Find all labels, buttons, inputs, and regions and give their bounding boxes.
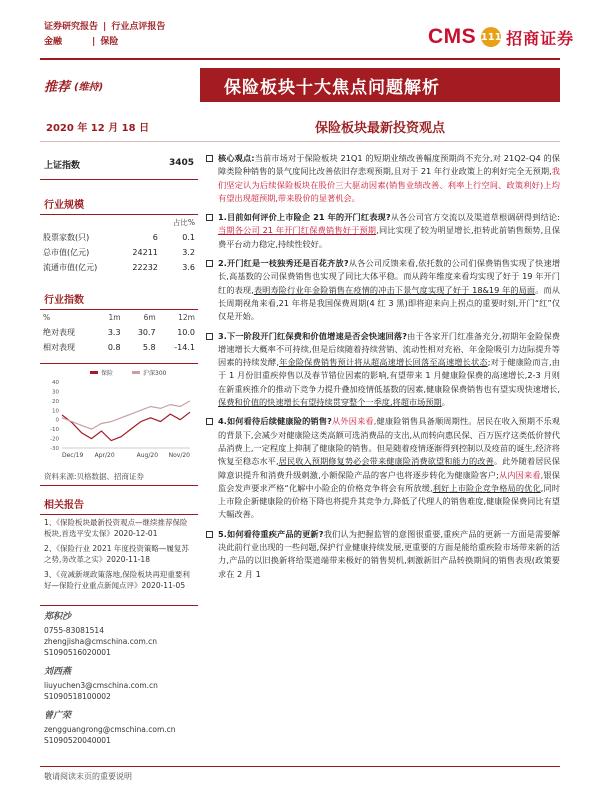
main-content xyxy=(206,152,560,587)
para-text: 。而从长周期视角来看,21 年将是我国保费周期(4 红 3 黑)即将迎来向上拐点的重要时刻,开门“红”仅仅是开始。 xyxy=(218,284,560,322)
x-tick-label: Aug/20 xyxy=(136,452,159,459)
table-cell: -14.1 xyxy=(174,343,195,352)
checkbox-bullet-icon xyxy=(206,155,213,162)
table-cell: 绝对表现 xyxy=(43,328,75,337)
table-cell: 22232 xyxy=(132,263,158,272)
related-report-item[interactable]: 2、《保险行业 2021 年度投资策略—履复苏之势,务改革之实》2020-11-18 xyxy=(44,544,189,564)
related-report-item[interactable]: 1、《保险板块最新投资观点—继续推荐保险板块,首选平安太保》2020-12-01 xyxy=(44,518,188,538)
header-divider xyxy=(40,58,560,60)
table-cell: 流通市值(亿元) xyxy=(43,263,98,272)
performance-chart-svg xyxy=(40,368,198,468)
x-tick-label: Dec/19 xyxy=(62,452,84,459)
legend-label: 保险 xyxy=(101,370,114,377)
analyst-card xyxy=(40,667,198,702)
legend-swatch xyxy=(90,371,98,374)
para-text: 。此外随着居民保障意识提升和消费升级刺激,小额保险产品的客户也将逐步转化为健康险客户; xyxy=(218,456,560,480)
q2-paragraph xyxy=(206,257,560,323)
para-heading: 1.目前如何评价上市险企 21 年的开门红表现? xyxy=(218,212,391,223)
rating-sub: (维持) xyxy=(74,81,104,93)
footer-note: 敬请阅读末页的重要说明 xyxy=(44,772,132,781)
table-cell: 0.1 xyxy=(182,233,195,242)
para-text: 由于各家开门红准备充分,初期年金险保费增速增长大概率不可持续,但是后续随着持续营销、流动性相对充裕、年金险吸引力边际提升等因素的持续发酵, xyxy=(218,330,560,368)
header-links: 证券研究报告 | 行业点评报告 金融 | 保险 xyxy=(44,22,166,47)
analyst-phone: 0755-83081514 xyxy=(44,626,104,635)
x-tick-label: Nov/20 xyxy=(168,452,190,459)
para-text: ,同时上市险企新健康险的价格下降也将提升其竞争力,降低了代理人的销售难度,健康险保费同比有望大幅改善。 xyxy=(218,482,560,520)
para-text: 。 xyxy=(441,397,450,408)
x-tick-label: Apr/20 xyxy=(94,452,115,459)
para-underline: 保费和价值的快速增长有望持续贯穿整个一季度,将超市场预期 xyxy=(218,397,442,408)
analyst-name: 刘西燕 xyxy=(44,667,72,677)
table-row xyxy=(40,260,198,275)
footer-divider xyxy=(40,766,560,767)
para-heading: 2.开门红是一枝独秀还是百花齐放? xyxy=(218,258,349,269)
table-cell: 6m xyxy=(143,313,156,322)
chart-source: 资料来源:贝格数据、招商证券 xyxy=(40,468,198,486)
related-reports-title: 相关报告 xyxy=(40,490,198,515)
header-link-comment[interactable]: 行业点评报告 xyxy=(111,22,166,32)
analyst-email[interactable]: zengguangrong@cmschina.com.cn xyxy=(44,725,176,734)
table-cell: 10.0 xyxy=(177,328,195,337)
para-text: ,同比实现了较为明显增长,拒转此前销售颓势,且保费平台动力稳定,持续性较好。 xyxy=(218,225,561,249)
analyst-card xyxy=(40,612,198,658)
table-cell xyxy=(119,215,160,230)
para-text: ;对于健康险而言,由于 1 月份旧重疾停售以及春节错位因素的影响,有望带来 1 月健康险保费的高速增长,2-3 月则在新重疾推介的推动下竞争力提升叠加疫情低基数的因素,健康险保费销售也有望实现快速增长, xyxy=(218,357,560,394)
index-label: 上证指数 xyxy=(44,161,81,171)
table-cell: 24211 xyxy=(132,248,158,257)
analyst-card xyxy=(40,711,198,746)
table-row xyxy=(40,340,198,355)
analyst-cert: S1090520040001 xyxy=(44,736,111,745)
para-underline: 表明寿险行业年金险销售在疫情的冲击下景气度实现了好于 18&19 年的局面 xyxy=(253,284,536,295)
header-link-finance[interactable]: 金融 xyxy=(44,37,63,47)
table-cell: 股票家数(只) xyxy=(43,233,90,242)
checkbox-bullet-icon xyxy=(206,531,213,538)
table-cell: % xyxy=(43,313,51,322)
table-row xyxy=(40,215,198,230)
performance-table xyxy=(40,310,198,355)
index-row xyxy=(40,152,198,180)
legend-label: 沪深300 xyxy=(143,370,167,377)
rating-label: 推荐 xyxy=(44,79,71,95)
table-cell: 3.3 xyxy=(107,328,121,337)
table-cell: 6 xyxy=(152,233,158,242)
para-highlight: 从内因来看, xyxy=(498,469,544,480)
analyst-cert: S1090516020001 xyxy=(44,648,111,657)
date-row xyxy=(40,112,560,142)
checkbox-bullet-icon xyxy=(206,214,213,221)
checkbox-bullet-icon xyxy=(206,333,213,340)
report-date: 2020 年 12 月 18 日 xyxy=(46,123,150,134)
table-cell: 占比% xyxy=(172,218,195,227)
table-cell xyxy=(40,215,119,230)
q1-paragraph xyxy=(206,211,560,251)
title-banner xyxy=(40,68,560,102)
company-logo xyxy=(428,22,574,52)
para-heading: 5.如何看待重疾产品的更新? xyxy=(218,528,324,539)
industry-scale-title: 行业规模 xyxy=(40,190,198,215)
table-cell: 0.8 xyxy=(107,343,121,352)
logo-cn-text: 招商证券 xyxy=(506,28,575,48)
analyst-cert: S1090518100002 xyxy=(44,692,111,701)
para-heading: 3.下一阶段开门红保费和价值增速是否会快速回落? xyxy=(218,330,407,341)
para-highlight: 我们坚定认为后续保险板块在股价三大驱动因素(销售业绩改善、利率上行空间、政策利好)上均有望出现超预期,带来股价的显著机会。 xyxy=(218,166,560,203)
checkbox-bullet-icon xyxy=(206,260,213,267)
y-tick-label: -20 xyxy=(50,436,59,443)
table-row xyxy=(40,245,198,260)
y-tick-label: 10 xyxy=(52,408,59,415)
para-text: 健康险销售具备顺周期性。居民在收入预期不乐观的背景下,会减少对健康险这类高额可选消费品的支出,从而转向惠民保、百万医疗这类低价替代品消费上,一定程度上抑制了健康险的销售。但是随着疫情逐渐得到控制以及疫苗的诞生,经济将恢复至稳态水平, xyxy=(218,416,560,467)
header-link-research[interactable]: 证券研究报告 xyxy=(44,22,99,32)
analyst-name: 郑积沙 xyxy=(44,612,72,622)
table-cell: 5.8 xyxy=(142,343,156,352)
rating xyxy=(40,68,200,102)
header-link-insurance[interactable]: 保险 xyxy=(100,37,119,47)
para-underline: 利好上市险企竞争格局的优化 xyxy=(432,482,541,493)
industry-index-title: 行业指数 xyxy=(40,285,198,310)
y-tick-label: 40 xyxy=(52,380,59,386)
table-cell: 12m xyxy=(178,313,195,322)
para-text: 从各公司官方交流以及渠道草根调研得到结论: xyxy=(390,212,560,223)
para-highlight: 从外因来看, xyxy=(331,416,377,427)
q3-paragraph xyxy=(206,330,560,410)
table-cell: 30.7 xyxy=(137,328,156,337)
related-reports-list xyxy=(40,515,198,593)
q4-paragraph xyxy=(206,415,560,521)
para-heading: 4.如何看待后续健康险的销售? xyxy=(218,416,332,427)
para-underline: 年金险保费销售预计将从超高速增长回落至高速增长状态 xyxy=(279,357,488,368)
legend-swatch xyxy=(132,371,140,374)
table-row xyxy=(40,310,198,325)
table-cell: 3.6 xyxy=(182,263,195,272)
y-tick-label: 30 xyxy=(52,389,59,396)
analysts-list xyxy=(40,605,198,746)
y-tick-label: -30 xyxy=(50,446,59,452)
para-heading: 核心观点: xyxy=(218,153,255,163)
para-highlight: 当期各公司 21 年开门红保费销售好于预期 xyxy=(218,225,377,236)
logo-mark-icon: 111 xyxy=(481,27,501,47)
table-row xyxy=(40,325,198,340)
para-text: 银保监会发声要求严格“化解中小险企的价格竞争将会有所放缓, xyxy=(218,469,560,493)
table-cell: 总市值(亿元) xyxy=(43,248,90,257)
checkbox-bullet-icon xyxy=(206,418,213,425)
performance-chart xyxy=(40,363,198,468)
analyst-email[interactable]: zhengjisha@cmschina.com.cn xyxy=(44,637,158,646)
q5-paragraph xyxy=(206,528,560,581)
para-text: 我们认为把握监管的意图很重要,重疾产品的更新一方面是需要解决此前行业出现的一些问题,保护行业健康持续发展,更重要的方面是能给重疾险市场带来新的活力,产品的以旧换新将给渠道端带来极好的销售契机,刺激新旧产品转换期间的销售表现(政策要求在 2 月 1 xyxy=(218,528,560,579)
analyst-email[interactable]: liuyuchen3@cmschina.com.cn xyxy=(44,681,158,690)
y-tick-label: -10 xyxy=(50,427,59,434)
table-cell: 相对表现 xyxy=(43,343,75,352)
analyst-name: 曾广荣 xyxy=(44,711,72,721)
table-cell: 3.2 xyxy=(182,248,195,257)
industry-scale-table xyxy=(40,215,198,275)
para-text: 当前市场对于保险板块 21Q1 的短期业绩改善幅度预期尚不充分,对 21Q2-Q4 的保障类险种销售的景气度间比改善依旧存悲观预期,且对于 21 年行业政策上的利好完全无预期, xyxy=(218,153,560,177)
logo-cms-text: CMS xyxy=(428,25,477,48)
table-cell: 1m xyxy=(108,313,121,322)
para-underline: 居民收入预期修复势必会带来健康险消费欲望和能力的改善 xyxy=(278,456,494,467)
sidebar xyxy=(40,152,198,755)
index-value: 3405 xyxy=(168,158,194,168)
report-title: 保险板块十大焦点问题解析 xyxy=(200,68,560,102)
table-row xyxy=(40,230,198,245)
para-text: 从各公司反馈来看,依托数的公司们保费销售实现了快速增长,高基数的公司保费销售也实现了同比大体平稳。而从跨年维度来看均实现了好于 19 年开门红的表现, xyxy=(218,258,561,295)
y-tick-label: 0 xyxy=(55,417,59,424)
core-view-paragraph xyxy=(206,152,560,205)
y-tick-label: 20 xyxy=(52,398,59,405)
related-report-item[interactable]: 3、《竞减新规政策落地,保险板块再迎重要利好—保险行业重点新闻点评》2020-11-05 xyxy=(44,570,190,590)
report-subtitle: 保险板块最新投资观点 xyxy=(314,121,445,136)
